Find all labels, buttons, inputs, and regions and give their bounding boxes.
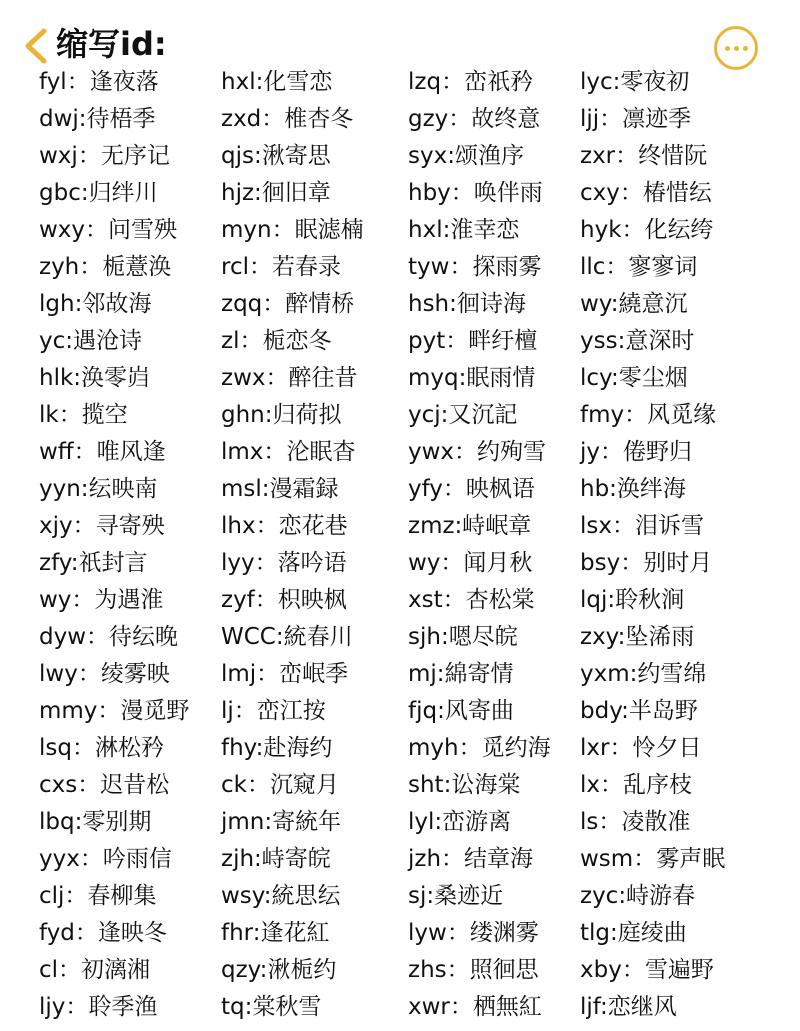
id-entry: lzq：峦祇矜: [408, 69, 534, 95]
id-entry: wy：闻月秋: [408, 550, 533, 576]
id-entry: qjs:湫寄思: [221, 143, 331, 169]
id-entry: lmj：峦岷季: [221, 661, 349, 687]
id-entry: lcy:零尘烟: [580, 365, 688, 391]
id-column-2: [221, 64, 364, 1026]
id-entry: fmy：风觅缘: [580, 402, 717, 428]
id-entry: mj:綿寄情: [408, 661, 514, 687]
id-entry: gbc:归绊川: [39, 180, 158, 206]
id-entry: cxy：椿惜纭: [580, 180, 712, 206]
id-entry: fhy:赴海约: [221, 735, 333, 761]
id-entry: wxj：无序记: [39, 143, 170, 169]
id-entry: lgh:邻故海: [39, 291, 152, 317]
id-entry: ls：凌散准: [580, 809, 691, 835]
id-entry: sj:桑迹近: [408, 883, 504, 909]
id-column-3: [408, 64, 551, 1026]
id-entry: bsy：别时月: [580, 550, 713, 576]
id-entry: fjq:风寄曲: [408, 698, 514, 724]
id-entry: jmn:寄統年: [221, 809, 342, 835]
id-entry: wxy：问雪殃: [39, 217, 178, 243]
id-entry: zyc:峙游春: [580, 883, 696, 909]
id-entry: myn：眠滤楠: [221, 217, 364, 243]
id-entry: yxm:约雪绵: [580, 661, 707, 687]
id-entry: lyy：落吟语: [221, 550, 347, 576]
id-entry: lxr：怜夕日: [580, 735, 702, 761]
id-entry: zqq：醉情桥: [221, 291, 355, 317]
id-entry: zl：栀恋冬: [221, 328, 332, 354]
id-entry: lqj:聆秋涧: [580, 587, 685, 613]
id-entry: lk：揽空: [39, 402, 128, 428]
id-entry: cxs：迟昔松: [39, 772, 170, 798]
id-entry: gzy：故终意: [408, 106, 541, 132]
id-entry: lj：峦江按: [221, 698, 326, 724]
id-entry: yyn:纭映南: [39, 476, 158, 502]
id-entry: qzy:湫栀约: [221, 957, 337, 983]
id-entry: lyl:峦游离: [408, 809, 512, 835]
id-entry: lyc:零夜初: [580, 69, 690, 95]
id-entry: fyl：逢夜落: [39, 69, 159, 95]
id-entry: lyw：缕渊雾: [408, 920, 539, 946]
id-entry: zxr：终惜阮: [580, 143, 708, 169]
id-entry: fyd：逢映冬: [39, 920, 167, 946]
id-entry: hlk:涣零岿: [39, 365, 151, 391]
id-entry: sht:讼海棠: [408, 772, 521, 798]
id-entry: jzh：结章海: [408, 846, 534, 872]
id-entry: ck：沉窥月: [221, 772, 339, 798]
id-entry: zmz:峙岷章: [408, 513, 532, 539]
id-entry: hyk：化纭绔: [580, 217, 714, 243]
id-entry: hb:涣绊海: [580, 476, 686, 502]
id-entry: llc：寥寥词: [580, 254, 698, 280]
id-entry: zyf：枳映枫: [221, 587, 347, 613]
id-entry: hsh:徊诗海: [408, 291, 526, 317]
id-entry: hjz:徊旧章: [221, 180, 331, 206]
id-entry: wy:繞意沉: [580, 291, 688, 317]
id-entry: cl：初漓湘: [39, 957, 151, 983]
id-entry: tyw：探雨雾: [408, 254, 542, 280]
id-entry: rcl：若春录: [221, 254, 341, 280]
id-entry: zhs：照徊思: [408, 957, 539, 983]
id-column-1: [39, 64, 189, 1026]
id-entry: wsm：雾声眠: [580, 846, 726, 872]
id-entry: msl:漫霜録: [221, 476, 339, 502]
more-dot: [743, 46, 748, 51]
id-entry: zfy:祇封言: [39, 550, 148, 576]
id-entry: hby：唤伴雨: [408, 180, 543, 206]
id-entry: ywx：约殉雪: [408, 439, 547, 465]
page-title: 缩写id:: [56, 25, 167, 63]
id-entry: clj：春柳集: [39, 883, 157, 909]
id-entry: xjy：寻寄殃: [39, 513, 165, 539]
id-entry: wy：为遇淮: [39, 587, 164, 613]
more-dot: [734, 46, 739, 51]
id-entry: dyw：待纭晚: [39, 624, 179, 650]
id-entry: myq:眠雨情: [408, 365, 536, 391]
id-entry: yyx：吟雨信: [39, 846, 172, 872]
id-entry: zxy:坠浠雨: [580, 624, 695, 650]
id-entry: zyh：栀薏涣: [39, 254, 172, 280]
id-entry: tlg:庭绫曲: [580, 920, 687, 946]
id-entry: pyt：畔纡檀: [408, 328, 538, 354]
id-entry: lbq:零别期: [39, 809, 152, 835]
id-entry: ycj:又沉記: [408, 402, 518, 428]
id-entry: hxl:淮幸恋: [408, 217, 520, 243]
id-entry: tq:棠秋雪: [221, 994, 322, 1020]
id-entry: lwy：绫雾映: [39, 661, 170, 687]
id-entry: fhr:逢花紅: [221, 920, 330, 946]
id-entry: zwx：醉往昔: [221, 365, 358, 391]
id-entry: ljy：聆季渔: [39, 994, 158, 1020]
id-column-4: [580, 64, 725, 1026]
id-entry: lx：乱序枝: [580, 772, 693, 798]
id-entry: zxd：椎杏冬: [221, 106, 354, 132]
chevron-left-icon[interactable]: [22, 28, 50, 64]
id-entry: syx:颂渔序: [408, 143, 524, 169]
id-entry: yfy：映枫语: [408, 476, 535, 502]
id-entry: yss:意深时: [580, 328, 695, 354]
id-entry: WCC:統春川: [221, 624, 353, 650]
id-entry: myh：觅约海: [408, 735, 551, 761]
id-entry: ghn:归荷拟: [221, 402, 342, 428]
id-entry: lhx：恋花巷: [221, 513, 348, 539]
id-entry: hxl:化雪恋: [221, 69, 333, 95]
id-entry: lsq：淋松矜: [39, 735, 164, 761]
id-entry: mmy：漫觅野: [39, 698, 190, 724]
id-entry: jy：倦野归: [580, 439, 693, 465]
id-entry: lmx：沦眠杳: [221, 439, 356, 465]
id-entry: xwr：栖無紅: [408, 994, 542, 1020]
id-entry: xst：杏松棠: [408, 587, 535, 613]
id-entry: wsy:統思纭: [221, 883, 341, 909]
id-entry: wff：唯风逢: [39, 439, 166, 465]
id-entry: sjh:嗯尽皖: [408, 624, 518, 650]
more-dot: [725, 46, 730, 51]
header-bar: [0, 0, 800, 70]
id-entry: ljj：凛迹季: [580, 106, 692, 132]
id-entry: zjh:峙寄皖: [221, 846, 331, 872]
id-entry: lsx：泪诉雪: [580, 513, 704, 539]
id-entry: dwj:待梧季: [39, 106, 156, 132]
id-entry: yc:遇沧诗: [39, 328, 143, 354]
id-entry: bdy:半岛野: [580, 698, 698, 724]
id-entry: xby：雪遍野: [580, 957, 714, 983]
id-entry: ljf:恋继风: [580, 994, 677, 1020]
